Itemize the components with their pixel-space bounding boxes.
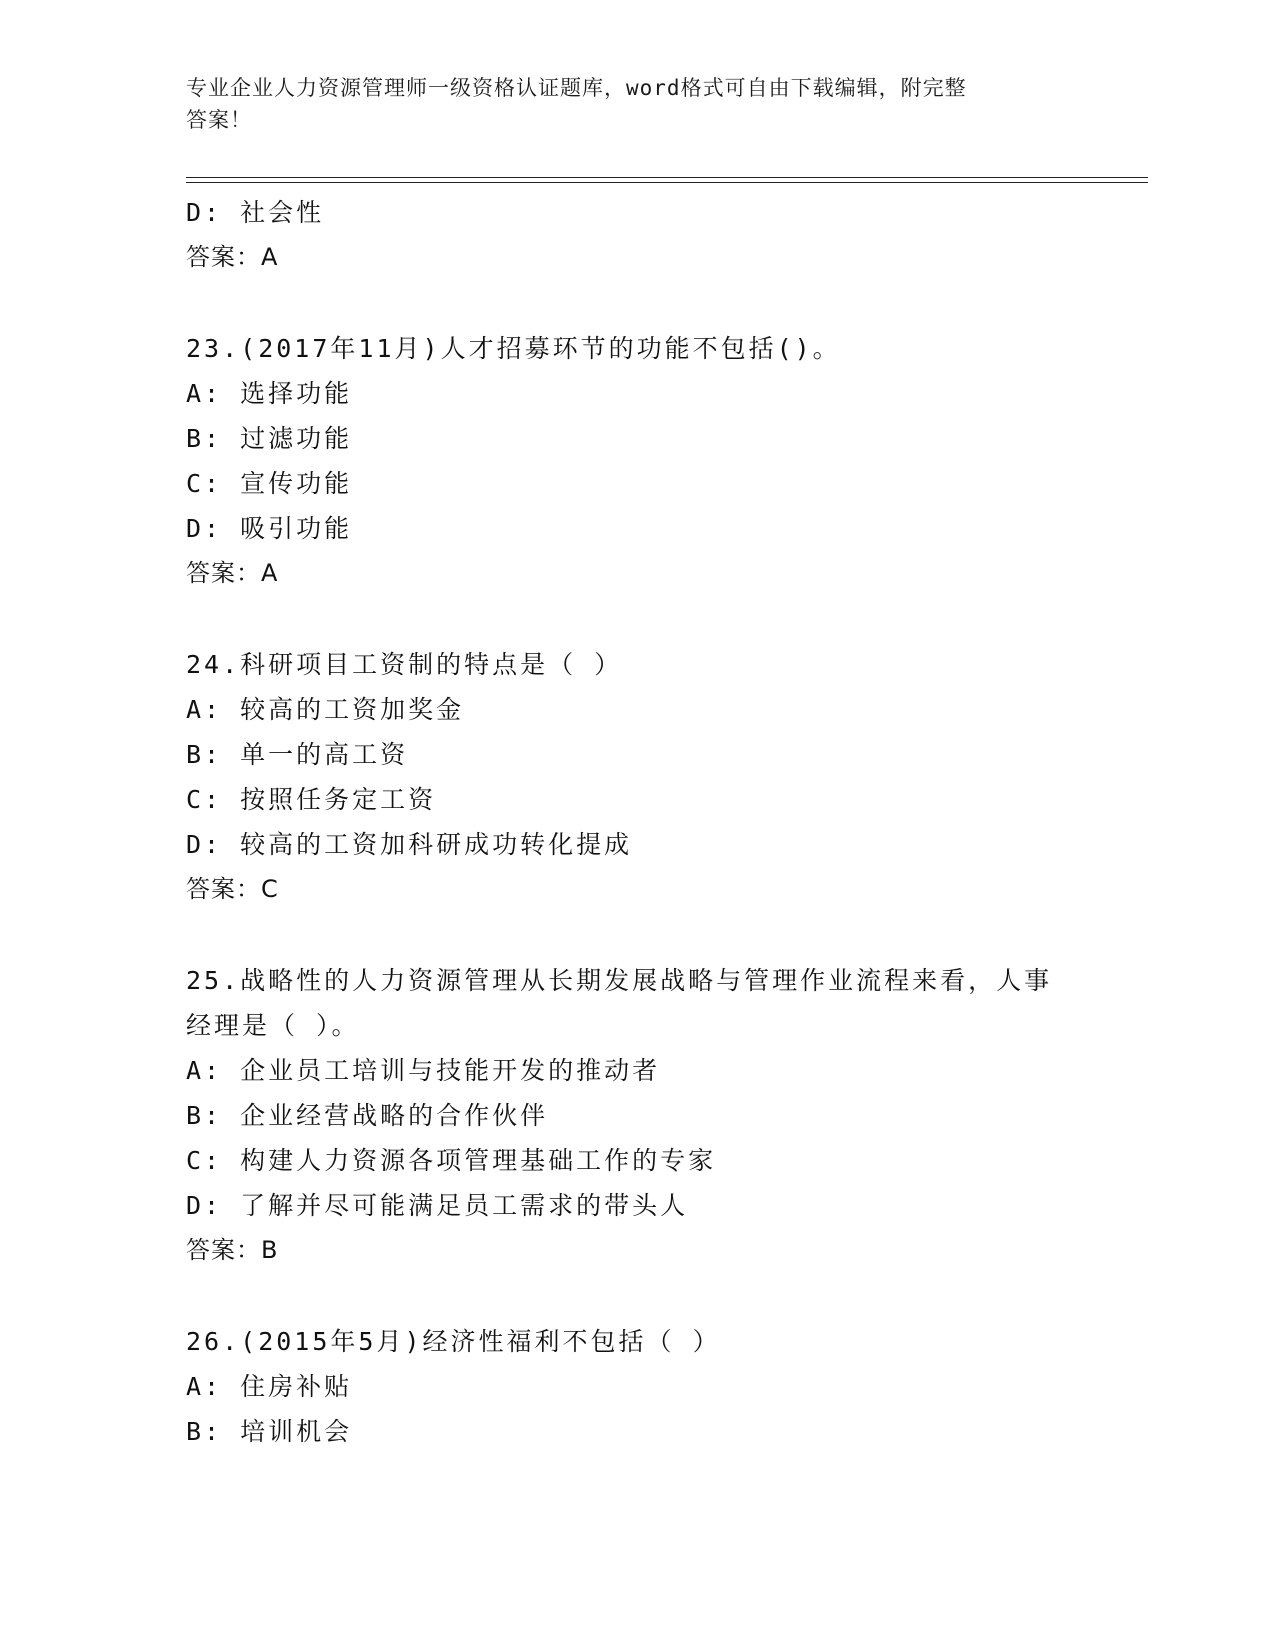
option-a: A: 企业员工培训与技能开发的推动者 [186, 1056, 661, 1085]
spacer [186, 1273, 1146, 1319]
question-26 [186, 1319, 1146, 1454]
option-b: B: 单一的高工资 [186, 740, 409, 769]
question-stem-line-2: 经理是（ ）。 [186, 1011, 360, 1040]
question-answer: 答案：B [186, 1236, 279, 1264]
prev-question-option-d: D: 社会性 [186, 198, 325, 227]
spacer [186, 912, 1146, 958]
option-c: C: 宣传功能 [186, 469, 353, 498]
option-b: B: 过滤功能 [186, 424, 353, 453]
option-c: C: 按照任务定工资 [186, 785, 437, 814]
spacer [186, 280, 1146, 326]
question-stem: 23.(2017年11月)人才招募环节的功能不包括()。 [186, 334, 841, 363]
header-divider-top [186, 177, 1148, 178]
option-c: C: 构建人力资源各项管理基础工作的专家 [186, 1146, 717, 1175]
option-a: A: 较高的工资加奖金 [186, 695, 465, 724]
spacer [186, 596, 1146, 642]
prev-question-answer: 答案：A [186, 243, 279, 271]
question-stem: 24.科研项目工资制的特点是（ ） [186, 650, 623, 679]
option-d: D: 较高的工资加科研成功转化提成 [186, 830, 633, 859]
page-header [186, 72, 1086, 136]
question-23 [186, 326, 1146, 596]
header-line-2: 答案！ [186, 108, 252, 132]
option-b: B: 企业经营战略的合作伙伴 [186, 1101, 549, 1130]
question-25 [186, 958, 1146, 1273]
option-b: B: 培训机会 [186, 1417, 353, 1446]
option-a: A: 选择功能 [186, 379, 353, 408]
header-line-1: 专业企业人力资源管理师一级资格认证题库，word格式可自由下载编辑，附完整 [186, 76, 967, 100]
question-24 [186, 642, 1146, 912]
question-stem-line-1: 25.战略性的人力资源管理从长期发展战略与管理作业流程来看，人事 [186, 966, 1053, 995]
question-answer: 答案：C [186, 875, 279, 903]
question-list [186, 190, 1146, 1454]
option-d: D: 了解并尽可能满足员工需求的带头人 [186, 1191, 689, 1220]
option-a: A: 住房补贴 [186, 1372, 353, 1401]
question-answer: 答案：A [186, 559, 279, 587]
question-stem: 26.(2015年5月)经济性福利不包括（ ） [186, 1327, 721, 1356]
option-d: D: 吸引功能 [186, 514, 353, 543]
header-divider-bottom [186, 182, 1148, 183]
